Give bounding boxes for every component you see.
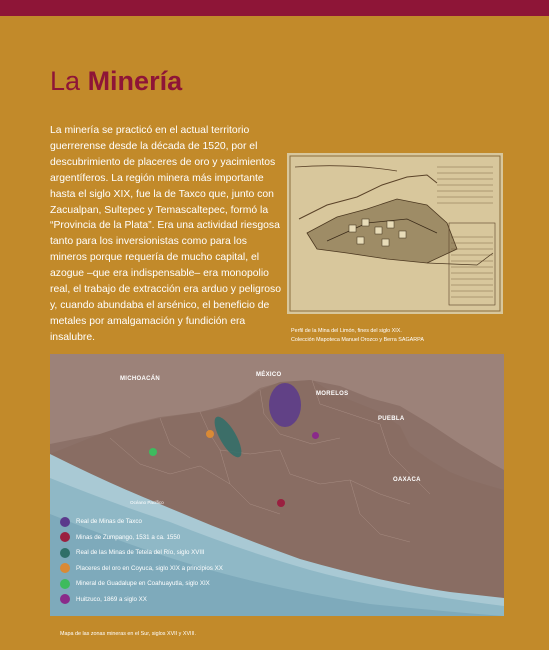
ocean-label: Océano Pacífico (130, 500, 164, 505)
region-label-michoacan: MICHOACÁN (120, 376, 161, 382)
photo-caption-line1: Perfil de la Mina del Limón, fines del siglo XIX. (291, 328, 402, 334)
title-bold: Minería (87, 66, 183, 96)
legend-label: Minas de Zumpango, 1531 a ca. 1550 (76, 533, 181, 541)
legend-item (60, 514, 223, 530)
legend-label: Mineral de Guadalupe en Coahuayutla, siglo XIX (76, 580, 210, 588)
legend-swatch (60, 579, 70, 589)
coahuayutla-marker (149, 448, 157, 456)
mine-profile-image (287, 153, 503, 314)
mine-profile-drawing (287, 153, 503, 314)
coyuca-marker (206, 430, 214, 438)
map-caption: Mapa de las zonas mineras en el Sur, siglos XVII y XVIII. (60, 631, 197, 637)
legend-label: Huitzuco, 1869 a siglo XX (76, 595, 147, 603)
taxco-zone-marker (269, 383, 301, 427)
legend-item (60, 561, 223, 577)
photo-caption (291, 327, 521, 344)
legend-swatch (60, 517, 70, 527)
map-legend (60, 514, 223, 607)
legend-label: Real de Minas de Taxco (76, 518, 142, 526)
legend-swatch (60, 532, 70, 542)
mining-map (50, 354, 504, 616)
region-label-oaxaca: OAXACA (393, 477, 421, 483)
legend-swatch (60, 563, 70, 573)
region-label-puebla: PUEBLA (378, 416, 405, 422)
top-bar (0, 0, 549, 16)
legend-item (60, 530, 223, 546)
legend-item (60, 592, 223, 608)
legend-label: Placeres del oro en Coyuca, siglo XIX a principios XX (76, 564, 223, 572)
region-label-mexico: MÉXICO (256, 372, 282, 378)
legend-label: Real de las Minas de Tetela del Río, siglo XVIII (76, 549, 205, 557)
legend-swatch (60, 548, 70, 558)
body-paragraph: La minería se practicó en el actual territorio guerrerense desde la década de 1520, por el descubrimiento de placeres de oro y yacimientos argentíferos. La región minera más importante hasta el siglo XIX, fue la de Taxco que, junto con Zacualpan, Sultepec y Temascaltepec, formó la “Provincia de la Plata”. Era una actividad riesgosa tanto para los inversionistas como para los mineros porque requería de mucho capital, el azogue –que era indispensable– era monopolio real, el trabajo de extracción era arduo y peligroso y, cuando abundaba el arsénico, el beneficio de metales por amalgamación y fundición era insalubre. (50, 125, 282, 343)
huitzuco-marker (312, 432, 319, 439)
title-prefix: La (50, 66, 81, 96)
photo-caption-line2: Colección Mapoteca Manuel Orozco y Berra SAGARPA (291, 336, 424, 343)
legend-swatch (60, 594, 70, 604)
region-label-morelos: MORELOS (316, 391, 349, 397)
legend-item (60, 576, 223, 592)
page-title (50, 66, 182, 97)
zumpango-marker (277, 499, 285, 507)
legend-item (60, 545, 223, 561)
